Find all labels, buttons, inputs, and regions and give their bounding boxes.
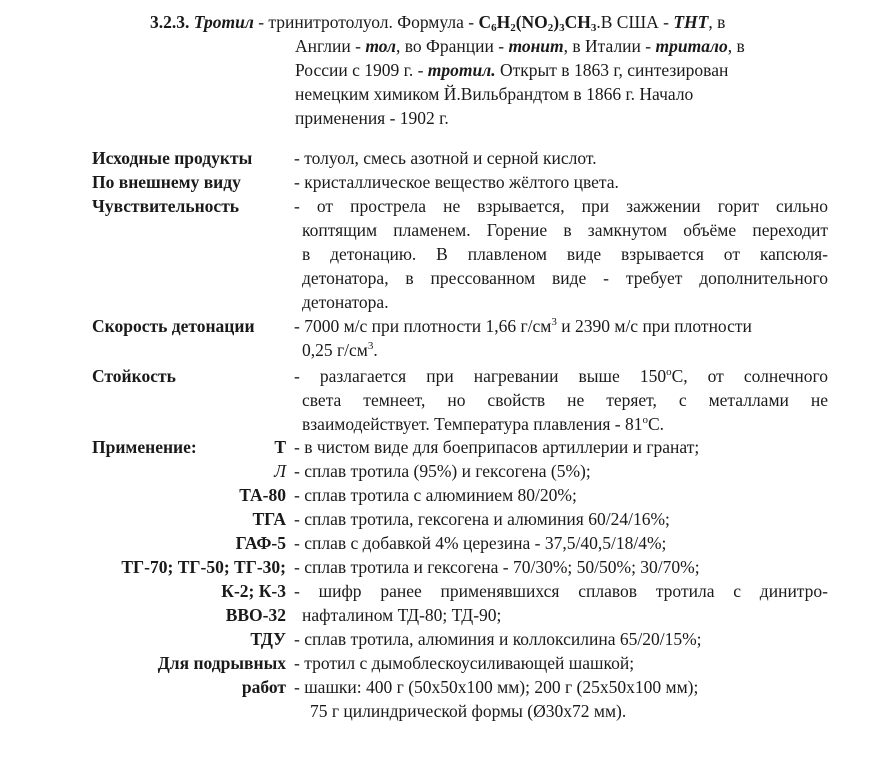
fr-name: тонит bbox=[508, 36, 564, 56]
value-appearance: - кристаллическое вещество жёлтого цвета. bbox=[294, 172, 619, 192]
application-value: - в чистом виде для боеприпасов артиллерии и гранат; bbox=[294, 437, 700, 457]
intro-line-4: немецким химиком Й.Вильбрандтом в 1866 г. Начало bbox=[295, 84, 694, 104]
chemical-formula: $C_6H_2(NO_2)_3CH_3$ bbox=[478, 12, 597, 34]
application-value: - сплав тротила, гексогена и алюминия 60/24/16%; bbox=[294, 509, 670, 529]
value-detonation-speed: - 7000 м/с при плотности 1,66 $г/см^3$ и 2390 м/с при плотности 0,25 $г/см^3$. bbox=[294, 316, 752, 360]
intro-line-2: Англии - тол, во Франции - тонит, в Италии - тритало, в bbox=[295, 36, 745, 56]
value-source: - толуол, смесь азотной и серной кислот. bbox=[294, 148, 597, 168]
section-title: Тротил bbox=[193, 12, 254, 32]
application-code: ТДУ bbox=[250, 629, 286, 649]
application-value: - сплав тротила и гексогена - 70/30%; 50/50%; 30/70%; bbox=[294, 557, 700, 577]
application-value: - шифр ранее применявшихся сплавов тротила с динитро- bbox=[294, 581, 828, 601]
section-intro bbox=[150, 10, 840, 130]
application-value: - шашки: 400 г (50х50х100 мм); 200 г (25х50х100 мм); 75 г цилиндрической формы (Ø30х72 мм). bbox=[294, 675, 828, 723]
label-stability: Стойкость bbox=[92, 366, 176, 386]
value-sensitivity: - от прострела не взрывается, при зажжении горит сильно коптящим пламенем. Горение в замкнутом объёме переходит в детонацию. В плавленом виде взрывается от капсюля- детонатора, в прессованном виде - требует дополнительного детонатора. bbox=[294, 196, 828, 312]
section-number: 3.2.3. bbox=[150, 12, 190, 32]
intro-line-5: применения - 1902 г. bbox=[295, 108, 449, 128]
uk-name: тол bbox=[365, 36, 397, 56]
intro-line-1: 3.2.3. Тротил - тринитротолуол. Формула - $C_6H_2(NO_2)_3CH_3.В$ США - ТНТ, в bbox=[150, 12, 726, 34]
it-name: тритало bbox=[655, 36, 728, 56]
application-code: Т bbox=[274, 437, 286, 457]
usa-name: ТНТ bbox=[673, 12, 709, 32]
label-source: Исходные продукты bbox=[92, 148, 253, 168]
label-sensitivity: Чувствительность bbox=[92, 196, 240, 216]
application-code: работ bbox=[241, 677, 286, 697]
application-value: - сплав тротила, алюминия и коллоксилина 65/20/15%; bbox=[294, 629, 702, 649]
application-code: ВВО-32 bbox=[225, 605, 286, 625]
application-value: - тротил с дымоблескоусиливающей шашкой; bbox=[294, 653, 635, 673]
ru-name: тротил. bbox=[427, 60, 496, 80]
application-code: Для подрывных bbox=[157, 653, 286, 673]
application-code: К-2; К-3 bbox=[221, 581, 286, 601]
label-application: Применение: bbox=[92, 437, 197, 457]
application-code: ТГ-70; ТГ-50; ТГ-30; bbox=[121, 557, 286, 577]
application-last-line: 75 г цилиндрической формы (Ø30х72 мм). bbox=[310, 701, 627, 721]
intro-line-3: России с 1909 г. - тротил. Открыт в 1863 г, синтезирован bbox=[295, 60, 729, 80]
label-appearance: По внешнему виду bbox=[92, 172, 241, 192]
application-value: - сплав тротила (95%) и гексогена (5%); bbox=[294, 461, 591, 481]
application-code: ТГА bbox=[252, 509, 286, 529]
application-value: нафталином ТД-80; ТД-90; bbox=[302, 605, 502, 625]
label-detonation-speed: Скорость детонации bbox=[92, 316, 255, 336]
value-stability: - разлагается при нагревании выше $150^оС$, от солнечного света темнеет, но свойств не теряет, с металлами не взаимодействует. Температура плавления - $81^оС$. bbox=[294, 366, 828, 434]
application-code: ГАФ-5 bbox=[235, 533, 286, 553]
intro-text: - тринитротолуол. Формула - bbox=[253, 12, 479, 32]
application-code: Л bbox=[274, 461, 286, 481]
application-value: - сплав тротила с алюминием 80/20%; bbox=[294, 485, 577, 505]
application-code: ТА-80 bbox=[239, 485, 286, 505]
application-value: - сплав с добавкой 4% церезина - 37,5/40,5/18/4%; bbox=[294, 533, 667, 553]
